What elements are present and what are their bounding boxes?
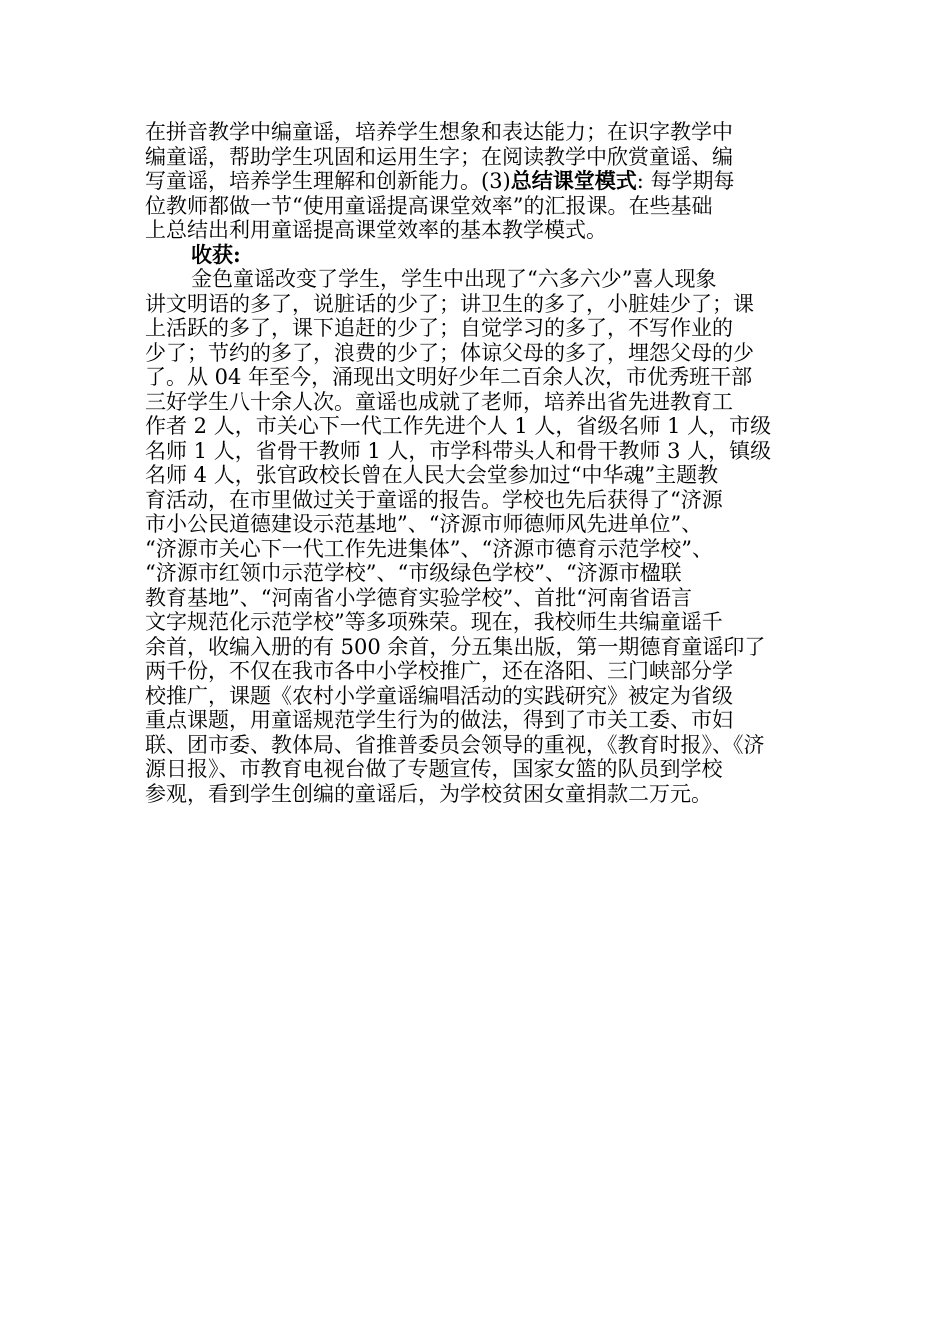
text-line [145,169,807,194]
text-segment: 写童谣，培养学生理解和创新能力。(3) [145,169,511,193]
text-line: 余首，收编入册的有 500 余首，分五集出版，第一期德育童谣印了 [145,634,766,659]
text-line: 参观，看到学生创编的童谣后，为学校贫困女童捐款二万元。 [145,781,712,806]
text-line: 讲文明语的多了，说脏话的少了；讲卫生的多了，小脏娃少了；课 [145,291,754,316]
text-line: 文字规范化示范学校”等多项殊荣。现在，我校师生共编童谣千 [145,610,723,634]
text-line: 名师 1 人，省骨干教师 1 人，市学科带头人和骨干教师 3 人，镇级 [145,438,772,463]
text-line: 上总结出利用童谣提高课堂效率的基本教学模式。 [145,218,607,242]
text-line: 教育基地”、“河南省小学德育实验学校”、首批“河南省语言 [145,585,692,610]
text-line: 两千份，不仅在我市各中小学校推广，还在洛阳、三门峡部分学 [145,659,733,683]
text-line: 源日报》、市教育电视台做了专题宣传，国家女篮的队员到学校 [145,757,723,781]
document-body [145,120,807,806]
text-line: 市小公民道德建设示范基地”、“济源市师德师风先进单位”、 [145,512,703,536]
text-line: “济源市关心下一代工作先进集体”、“济源市德育示范学校”、 [145,536,713,561]
text-line: “济源市红领巾示范学校”、“市级绿色学校”、“济源市楹联 [145,561,682,585]
text-line: 了。从 04 年至今，涌现出文明好少年二百余人次，市优秀班干部 [145,365,753,389]
text-line: 重点课题，用童谣规范学生行为的做法，得到了市关工委、市妇 [145,708,733,732]
text-segment: : 每学期每 [636,169,735,193]
text-line: 少了；节约的多了，浪费的少了；体谅父母的多了，埋怨父母的少 [145,340,754,365]
text-line: 联、团市委、教体局、省推普委员会领导的重视，《教育时报》、《济 [145,732,765,757]
text-line: 育活动，在市里做过关于童谣的报告。学校也先后获得了“济源 [145,487,723,512]
text-line: 编童谣，帮助学生巩固和运用生字；在阅读教学中欣赏童谣、编 [145,144,733,169]
text-line: 作者 2 人，市关心下一代工作先进个人 1 人，省级名师 1 人，市级 [145,414,772,438]
section-heading: 收获: [191,242,241,267]
text-line: 名师 4 人，张官政校长曾在人民大会堂参加过“中华魂”主题教 [145,463,719,487]
text-line: 校推广，课题《农村小学童谣编唱活动的实践研究》被定为省级 [145,683,733,708]
text-line: 在拼音教学中编童谣，培养学生想象和表达能力；在识字教学中 [145,120,733,144]
text-line: 位教师都做一节“使用童谣提高课堂效率”的汇报课。在些基础 [145,193,713,218]
text-line: 金色童谣改变了学生，学生中出现了“六多六少”喜人现象 [191,267,717,291]
text-line: 上活跃的多了，课下追赶的少了；自觉学习的多了，不写作业的 [145,316,733,340]
text-line: 三好学生八十余人次。童谣也成就了老师，培养出省先进教育工 [145,389,733,414]
bold-phrase: 总结课堂模式 [510,169,637,193]
